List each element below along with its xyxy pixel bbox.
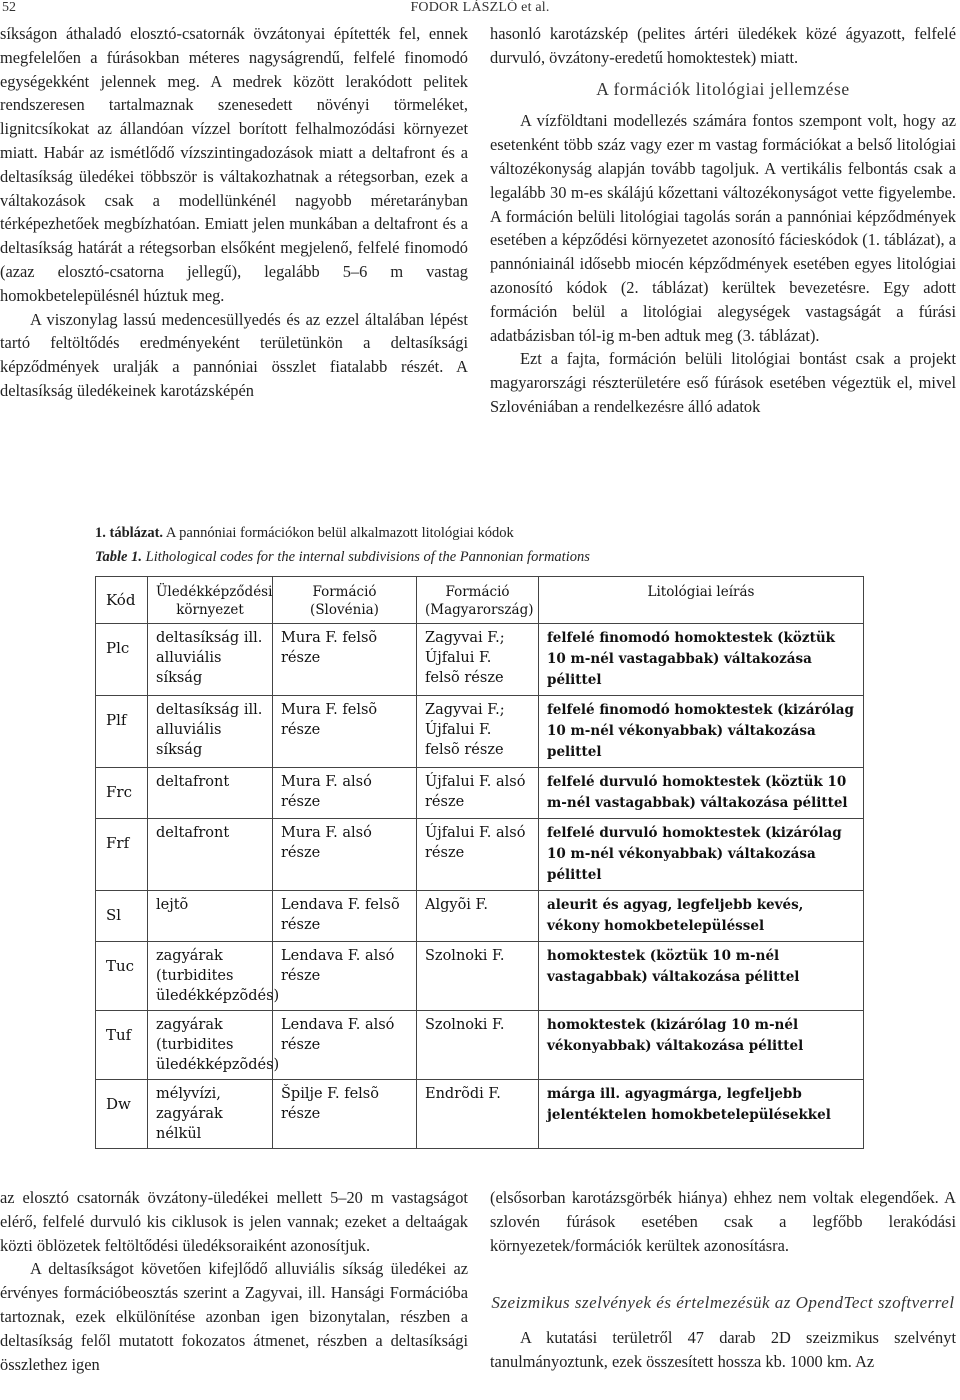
running-head <box>0 0 960 20</box>
table-row <box>96 891 864 942</box>
cell-code: Plc <box>96 624 148 696</box>
top-left-column <box>0 22 468 403</box>
cell-formation-slovenia: Mura F. alsó része <box>273 819 417 891</box>
cell-code: Sl <box>96 891 148 942</box>
header-formation-hungary: Formáció (Magyarország) <box>417 577 539 624</box>
table-caption-hu-label: 1. táblázat. <box>95 525 164 541</box>
cell-code: Frf <box>96 819 148 891</box>
cell-formation-hungary: Zagyvai F.; Újfalui F. felsõ része <box>417 624 539 696</box>
cell-environment: deltafront <box>148 819 273 891</box>
cell-environment: mélyvízi, zagyárak nélkül <box>148 1080 273 1149</box>
cell-description: homoktestek (kizárólag 10 m-nél vékonyabbak) váltakozása pélittel <box>539 1011 864 1080</box>
cell-code: Tuf <box>96 1011 148 1080</box>
bottom-right-column <box>490 1186 956 1374</box>
cell-environment: zagyárak (turbidites üledékképzõdés) <box>148 1011 273 1080</box>
cell-formation-hungary: Újfalui F. alsó része <box>417 819 539 891</box>
cell-formation-slovenia: Mura F. felsõ része <box>273 624 417 696</box>
header-environment: Üledékképződési környezet <box>148 577 273 624</box>
table-row <box>96 1011 864 1080</box>
table-row <box>96 1080 864 1149</box>
cell-code: Dw <box>96 1080 148 1149</box>
body-paragraph: hasonló karotázskép (pelites ártéri üledékek közé ágyazott, felfelé durvuló, övzátony-eredetű homoktestek) miatt. <box>490 24 956 67</box>
header-code: Kód <box>96 577 148 624</box>
cell-code: Tuc <box>96 942 148 1011</box>
cell-formation-hungary: Endrõdi F. <box>417 1080 539 1149</box>
body-paragraph: A deltasíkságot követően kifejlődő alluviális síkság üledékei az érvényes formációbeosztás szerint a Zagyvai, ill. Hansági Formációba tartoznak, ezek elkülönítése azonban igen bizonytalan, részben a deltasíkság felől mutatott fokozatos átmenet, részben a deltasíksági összlethez igen <box>0 1259 468 1374</box>
table-caption-en-label: Table 1. <box>95 549 142 565</box>
cell-description: márga ill. agyagmárga, legfeljebb jelentéktelen homokbetelepülésekkel <box>539 1080 864 1149</box>
cell-description: felfelé durvuló homoktestek (kizárólag 10 m-nél vékonyabbak) váltakozása pélittel <box>539 819 864 891</box>
cell-formation-hungary: Újfalui F. alsó része <box>417 768 539 819</box>
section-title: A formációk litológiai jellemzése <box>596 78 850 99</box>
header-description: Litológiai leírás <box>539 577 864 624</box>
body-paragraph: (elsősorban karotázsgörbék hiánya) ehhez nem voltak elegendőek. A szlovén fúrások esetében csak a legfőbb lerakódási környezetek/formációk kerültek azonosításra. <box>490 1188 956 1255</box>
top-right-column <box>490 22 956 419</box>
page-number: 52 <box>2 0 16 15</box>
cell-environment: deltafront <box>148 768 273 819</box>
table-row <box>96 624 864 696</box>
cell-description: felfelé finomodó homoktestek (kizárólag 10 m-nél vékonyabbak) váltakozása pelittel <box>539 696 864 768</box>
body-paragraph: síkságon áthaladó elosztó-csatornák övzátonyai építették fel, ennek megfelelően a fúrásokban méteres nagyságrendű, felfelé finomodó egységekként jelennek meg. A medrek között lerakódott pelitek rendszeresen tartalmaznak szenesedett növényi törmeléket, lignitcsíkokat az állandóan vízzel borított felhalmozódási környezet miatt. Habár az ismétlődő vízszintingadozások miatt a deltafront és a deltasíkság üledékei többször is váltakozhatnak a rétegsorban, ezek a váltakozások csak a modellünkénél nagyobb méretarányban térképezhetőek megbízhatóan. Emiatt jelen munkában a deltafront és a deltasíkság határát a rétegsorban elsőként megjelenő, felfelé finomodó (azaz elosztó-csatorna jellegű), legalább 5–6 m vastag homokbetelepülésnél húztuk meg. <box>0 24 468 305</box>
body-paragraph: A vízföldtani modellezés számára fontos szempont volt, hogy az esetenként több száz vagy ezer m vastag formációkat a belső litológiai változékonyság alapján tovább tagoljuk. A vertikális felbontás csak a legalább 30 m-es skálájú kőzettani változékonyságot vette figyelembe. A formáción belüli litológiai tagolás során a pannóniai képződmények esetében a képződési környezetet azonosító fácieskódok (1. táblázat), a pannóniainál idősebb miocén képződmények esetében egyes litológiai azonosító kódok (2. táblázat) kerültek bevezetésre. Egy adott formáción belül a litológiai alegységek vastagságát a fúrási adatbázisban tól-ig m-ben adtuk meg (3. táblázat). <box>490 111 957 345</box>
table-header-row <box>96 577 864 624</box>
cell-code: Plf <box>96 696 148 768</box>
body-paragraph: Ezt a fajta, formáción belüli litológiai bontást csak a projekt magyarországi részterületére eső fúrások esetében végeztük el, mivel Szlovéniában a rendelkezésre álló adatok <box>490 349 956 416</box>
cell-formation-hungary: Zagyvai F.; Újfalui F. felsõ része <box>417 696 539 768</box>
table-caption-en <box>95 549 915 566</box>
table-caption-hu <box>95 525 915 542</box>
cell-formation-slovenia: Mura F. alsó része <box>273 768 417 819</box>
table-row <box>96 696 864 768</box>
cell-environment: deltasíkság ill. alluviális síkság <box>148 696 273 768</box>
body-paragraph: az elosztó csatornák övzátony-üledékei mellett 5–20 m vastagságot elérő, felfelé durvuló kis ciklusok is jelen vannak; ezeket a deltaágak közti öblözetek feltöltődési üledéksoraiként azonosítjuk. <box>0 1188 468 1255</box>
cell-formation-hungary: Szolnoki F. <box>417 942 539 1011</box>
body-paragraph: A kutatási területről 47 darab 2D szeizmikus szelvényt tanulmányoztunk, ezek összesített hossza kb. 1000 km. Az <box>490 1328 956 1372</box>
cell-formation-hungary: Algyõi F. <box>417 891 539 942</box>
body-paragraph: A viszonylag lassú medencesüllyedés és az ezzel általában lépést tartó feltöltődés eredményeként területünkön a deltasíksági képződmények uralják a pannóniai összlet fiatalabb részét. A deltasíkság üledékeinek karotázsképén <box>0 309 468 400</box>
table-caption-hu-text: A pannóniai formációkon belül alkalmazott litológiai kódok <box>163 525 514 541</box>
cell-formation-slovenia: Špilje F. felsõ része <box>273 1080 417 1149</box>
cell-environment: zagyárak (turbidites üledékképzõdés) <box>148 942 273 1011</box>
cell-description: felfelé finomodó homoktestek (köztük 10 m-nél vastagabbak) váltakozása pélittel <box>539 624 864 696</box>
cell-environment: lejtõ <box>148 891 273 942</box>
cell-code: Frc <box>96 768 148 819</box>
cell-formation-slovenia: Mura F. felsõ része <box>273 696 417 768</box>
cell-description: felfelé durvuló homoktestek (köztük 10 m-nél vastagabbak) váltakozása pélittel <box>539 768 864 819</box>
header-formation-slovenia: Formáció (Slovénia) <box>273 577 417 624</box>
cell-formation-slovenia: Lendava F. alsó része <box>273 1011 417 1080</box>
bottom-left-column <box>0 1186 468 1376</box>
cell-description: aleurit és agyag, legfeljebb kevés, vékony homokbetelepüléssel <box>539 891 864 942</box>
lithology-table <box>95 576 864 1149</box>
table-row <box>96 819 864 891</box>
cell-formation-slovenia: Lendava F. alsó része <box>273 942 417 1011</box>
cell-formation-slovenia: Lendava F. felsõ része <box>273 891 417 942</box>
table-row <box>96 768 864 819</box>
section-title: Szeizmikus szelvények és értelmezésük az OpendTect szoftverrel <box>491 1293 955 1313</box>
table-caption-en-text: Lithological codes for the internal subdivisions of the Pannonian formations <box>142 549 590 565</box>
cell-description: homoktestek (köztük 10 m-nél vastagabbak) váltakozása pélittel <box>539 942 864 1011</box>
table-row <box>96 942 864 1011</box>
cell-formation-hungary: Szolnoki F. <box>417 1011 539 1080</box>
cell-environment: deltasíkság ill. alluviális síkság <box>148 624 273 696</box>
running-author: FODOR LÁSZLÓ et al. <box>410 0 550 15</box>
